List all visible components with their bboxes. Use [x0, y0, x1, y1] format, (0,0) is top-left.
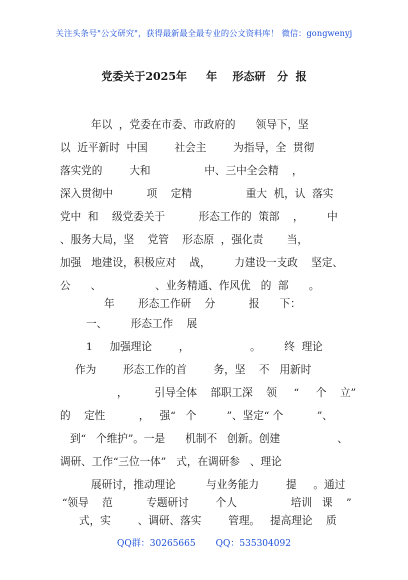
body-line: 1 加强理论 ， 。 终 理论 — [86, 341, 323, 353]
body-line: “领导 范 专题研讨 个人 培训 课 ” — [62, 497, 352, 509]
body-line: 作为 形态工作的首 务，坚 不 用新时 — [75, 364, 312, 376]
body-line: 年以 ，党委在市委、市政府的 领导下，坚 — [91, 119, 309, 131]
body-line: 党中 和 级党委关于 形态工作的 策部 ， 中 — [60, 211, 338, 223]
body-line: 展研讨，推动理论 与业务能力 提 。通过 — [91, 479, 346, 491]
footer-contact: QQ群：30265665 QQ：535304092 — [117, 539, 291, 549]
body-line: 到“ 个维护”。一是 机制不 创新。创建 、 — [70, 433, 348, 445]
body-line: 一、 形态工作 展 — [86, 318, 198, 330]
body-line: 、服务大局，坚 党管 形态原 ，强化责 当， — [60, 234, 308, 246]
body-line: 落实党的 大和 中、三中全会精 ， — [60, 165, 303, 177]
body-line: 以 近平新时 中国 社会主 为指导，全 贯彻 — [60, 142, 315, 154]
body-line: 公 、 、业务精通、作风优 的 部 。 — [60, 280, 320, 292]
body-line: 调研、工作“三位一体” 式，在调研参 、理论 — [60, 456, 282, 468]
body-line: ， 引导全体 部职工深 领 “ 个 立” — [117, 387, 356, 399]
body-line: 式，实 、调研、落实 管理。 提高理论 质 — [79, 515, 337, 527]
document-title: 党委关于2025年 年 形态研 分 报 — [101, 70, 307, 83]
body-line: 加强 地建设，积极应对 战， 力建设一支政 坚定、 — [60, 257, 344, 269]
body-line: 年 形态工作研 分 报 下： — [104, 298, 301, 310]
header-promo-note: 关注头条号"公文研究"，获得最新最全最专业的公文资料库！ 微信：gongwenyj — [55, 28, 353, 38]
body-line: 的 定性 ， 强“ 个 ”、坚定“ 个 ”、 — [60, 410, 333, 422]
body-line: 深入贯彻中 项 定精 重大 机，认 落实 — [60, 188, 334, 200]
